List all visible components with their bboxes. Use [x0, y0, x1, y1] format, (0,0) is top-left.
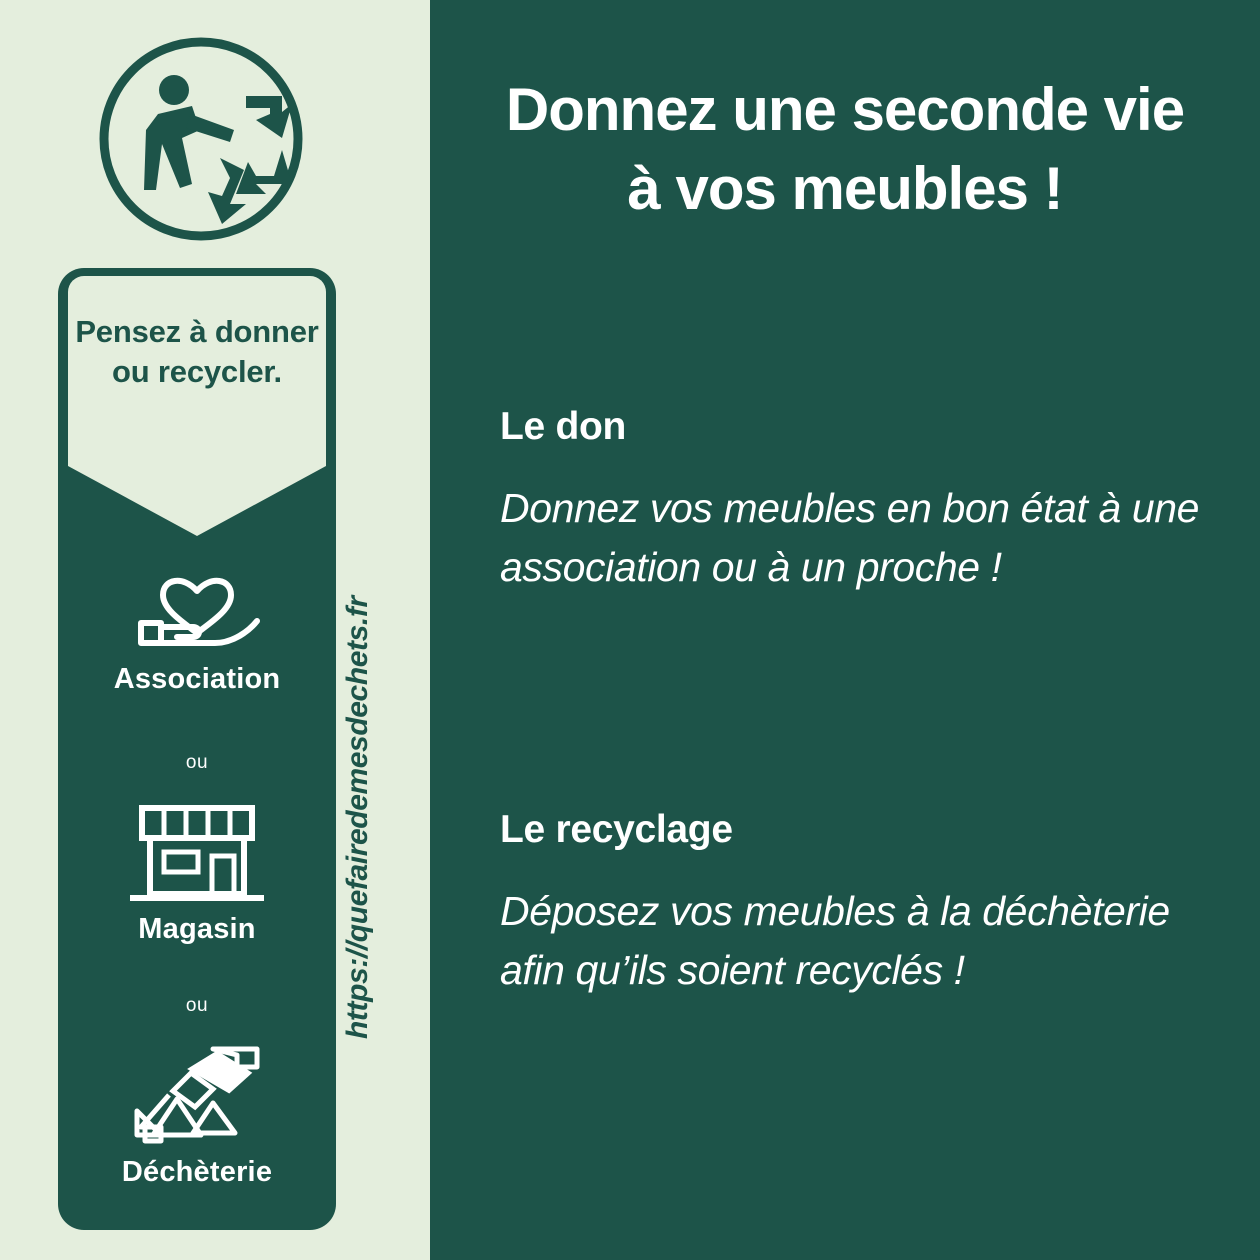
step-label: Déchèterie [121, 1156, 273, 1188]
recycling-center-icon [58, 1038, 336, 1148]
section-le-don [500, 405, 1220, 598]
page-title-line2: à vos meubles ! [627, 155, 1063, 223]
step-label: Magasin [138, 913, 256, 945]
banner-pensez-a-donner [68, 276, 326, 536]
step-decheterie [58, 1038, 336, 1189]
page-title [440, 70, 1250, 228]
hand-heart-icon [58, 545, 336, 655]
section-title: Le don [500, 405, 627, 448]
step-label: Association [113, 663, 281, 695]
section-body: Donnez vos meubles en bon état à une association ou à un proche ! [500, 485, 1200, 591]
separator-or-2: ou [185, 995, 209, 1016]
banner-text: Pensez à donner ou recycler. [75, 314, 319, 389]
person-recycling-icon [96, 34, 306, 244]
step-magasin [58, 795, 336, 946]
separator-or-1: ou [185, 752, 209, 773]
website-url[interactable]: https://quefairedemesdechets.fr [341, 596, 374, 1040]
shop-icon [58, 795, 336, 905]
page-title-line1: Donnez une seconde vie [505, 76, 1185, 143]
step-association [58, 545, 336, 696]
section-le-recyclage [500, 808, 1220, 1001]
section-title: Le recyclage [500, 808, 733, 851]
section-body: Déposez vos meubles à la déchèterie afin qu’ils soient recyclés ! [500, 888, 1170, 994]
